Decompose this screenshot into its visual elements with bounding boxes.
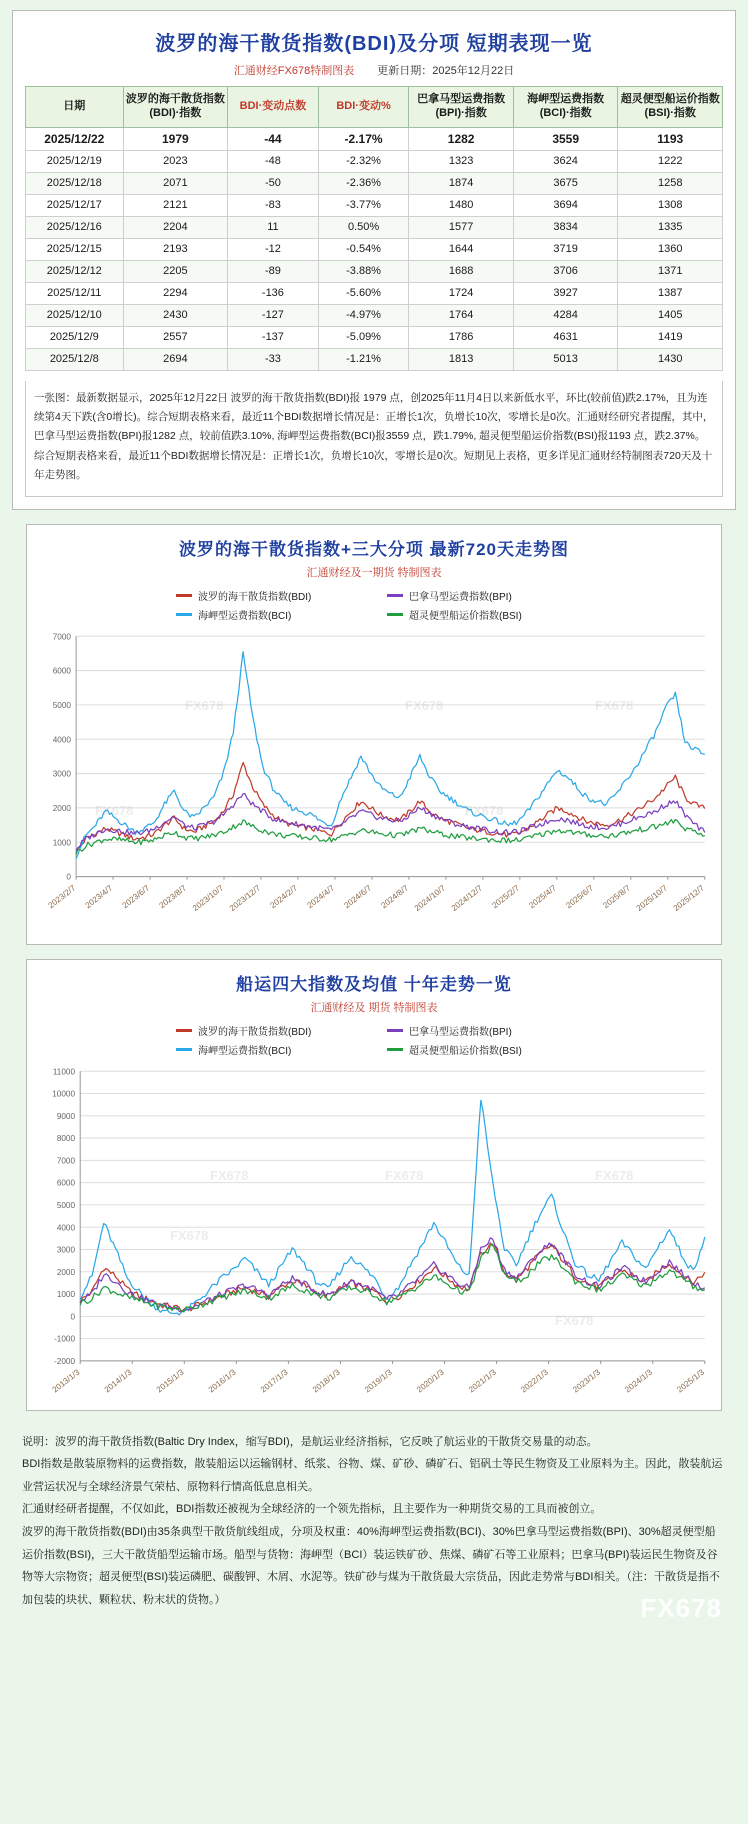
svg-text:2025/2/7: 2025/2/7	[490, 883, 522, 910]
legend-label-bdi: 波罗的海干散货指数(BDI)	[198, 1026, 312, 1038]
cell-bci: 3706	[513, 260, 618, 282]
cell-bdi-pct: -2.32%	[318, 150, 409, 172]
cell-bdi-chg: -89	[228, 260, 319, 282]
svg-text:2024/1/3: 2024/1/3	[623, 1367, 654, 1395]
svg-text:6000: 6000	[56, 1178, 76, 1188]
col-date: 日期	[26, 87, 124, 128]
svg-text:2020/1/3: 2020/1/3	[415, 1367, 446, 1395]
svg-text:2023/2/7: 2023/2/7	[46, 883, 78, 910]
svg-text:2016/1/3: 2016/1/3	[206, 1367, 238, 1395]
chart-panel-10y	[26, 959, 722, 1411]
chart2-title: 船运四大指数及均值 十年走势一览	[236, 974, 512, 994]
legend-item-bdi	[176, 1023, 361, 1038]
cell-bsi: 1405	[618, 304, 723, 326]
cell-date: 2025/12/12	[26, 260, 124, 282]
svg-text:0: 0	[66, 872, 71, 882]
cell-bdi-chg: -33	[228, 348, 319, 370]
cell-date: 2025/12/15	[26, 238, 124, 260]
cell-date: 2025/12/8	[26, 348, 124, 370]
cell-bdi: 2023	[123, 150, 228, 172]
table-row	[26, 238, 723, 260]
svg-text:2025/10/7: 2025/10/7	[634, 883, 670, 913]
svg-text:5000: 5000	[56, 1200, 76, 1210]
svg-text:2023/12/7: 2023/12/7	[227, 883, 263, 913]
svg-text:8000: 8000	[56, 1133, 76, 1143]
svg-text:2023/1/3: 2023/1/3	[571, 1367, 602, 1395]
svg-text:4000: 4000	[56, 1223, 76, 1233]
cell-bdi-chg: 11	[228, 216, 319, 238]
svg-text:2022/1/3: 2022/1/3	[519, 1367, 550, 1395]
footer-line-1: 说明：波罗的海干散货指数(Baltic Dry Index，缩写BDI)，是航运业经济指标，它反映了航运业的干散货交易量的动态。	[22, 1435, 598, 1448]
cell-bci: 4631	[513, 326, 618, 348]
cell-bci: 3559	[513, 127, 618, 150]
svg-text:2025/1/3: 2025/1/3	[675, 1367, 707, 1395]
cell-bdi-pct: -1.21%	[318, 348, 409, 370]
bdi-table-panel	[12, 10, 736, 510]
watermark-1: FX678	[185, 697, 224, 713]
col-bpi: 巴拿马型运费指数(BPI)·指数	[409, 87, 514, 128]
cell-bdi: 2430	[123, 304, 228, 326]
cell-bdi-pct: -2.36%	[318, 172, 409, 194]
cell-bsi: 1371	[618, 260, 723, 282]
col-bci: 海岬型运费指数(BCI)·指数	[513, 87, 618, 128]
table-row	[26, 194, 723, 216]
table-body	[26, 127, 723, 370]
chart-panel-720d	[26, 524, 722, 945]
cell-bci: 3694	[513, 194, 618, 216]
cell-bdi-pct: 0.50%	[318, 216, 409, 238]
legend-swatch-bpi	[387, 594, 403, 597]
table-row	[26, 216, 723, 238]
cell-bci: 3834	[513, 216, 618, 238]
cell-bpi: 1813	[409, 348, 514, 370]
watermark-2: FX678	[385, 1167, 424, 1183]
svg-text:4000: 4000	[52, 734, 71, 744]
summary-note: 一张图：最新数据显示，2025年12月22日 波罗的海干散货指数(BDI)报 1979 点，创2025年11月4日以来新低水平，环比(较前值)跌2.17%，且为连续第4天下跌(含0增长)。综合短期表格来看，最近11个BDI数据增长情况是：正增长1次，负增长10次，零增长是0次。汇通财经研究者提醒，其中，巴拿马型运费指数(BPI)报1282 点，较前值跌3.10%, 海岬型运费指数(BCI)报3559 点，跌1.79%, 超灵便型船运价指数(BSI)报1193 点，跌2.37%。综合短期表格来看，最近11个BDI数据增长情况是：正增长1次，负增长10次，零增长是0次。短期见上表格，更多详见汇通财经特制图表720天及十年走势图。	[25, 381, 723, 497]
svg-text:2015/1/3: 2015/1/3	[154, 1367, 186, 1395]
col-bdi-change-pct: BDI·变动%	[318, 87, 409, 128]
table-row	[26, 150, 723, 172]
cell-bdi-pct: -3.77%	[318, 194, 409, 216]
panel-subtitle	[25, 58, 723, 86]
cell-bsi: 1387	[618, 282, 723, 304]
cell-bsi: 1308	[618, 194, 723, 216]
cell-bdi: 2204	[123, 216, 228, 238]
cell-bdi-pct: -5.60%	[318, 282, 409, 304]
cell-bdi-pct: -3.88%	[318, 260, 409, 282]
cell-bdi-chg: -50	[228, 172, 319, 194]
svg-text:2013/1/3: 2013/1/3	[50, 1367, 82, 1395]
cell-bdi-pct: -0.54%	[318, 238, 409, 260]
cell-bpi: 1688	[409, 260, 514, 282]
cell-bsi: 1222	[618, 150, 723, 172]
svg-text:2017/1/3: 2017/1/3	[258, 1367, 290, 1395]
chart1-svg	[35, 628, 713, 936]
legend-swatch-bsi	[387, 613, 403, 616]
table-row	[26, 172, 723, 194]
legend-swatch-bci	[176, 613, 192, 616]
cell-bci: 3719	[513, 238, 618, 260]
svg-text:2023/4/7: 2023/4/7	[83, 883, 115, 910]
chart1-plot-area	[35, 628, 713, 936]
legend-label-bpi: 巴拿马型运费指数(BPI)	[409, 591, 512, 603]
svg-text:2025/4/7: 2025/4/7	[527, 883, 559, 910]
cell-bdi-chg: -137	[228, 326, 319, 348]
cell-bdi-chg: -48	[228, 150, 319, 172]
legend-label-bci: 海岬型运费指数(BCI)	[198, 1045, 292, 1057]
legend-item-bci	[176, 607, 361, 622]
watermark-5: FX678	[465, 802, 504, 818]
watermark-5: FX678	[555, 1312, 594, 1328]
col-bdi-change-points: BDI·变动点数	[228, 87, 319, 128]
table-row	[26, 260, 723, 282]
svg-text:1000: 1000	[56, 1289, 76, 1299]
cell-bdi-chg: -127	[228, 304, 319, 326]
cell-bdi: 2557	[123, 326, 228, 348]
cell-bci: 4284	[513, 304, 618, 326]
legend-label-bci: 海岬型运费指数(BCI)	[198, 610, 292, 622]
legend-label-bsi: 超灵便型船运价指数(BSI)	[409, 610, 522, 622]
cell-bdi-chg: -12	[228, 238, 319, 260]
svg-text:2023/6/7: 2023/6/7	[120, 883, 152, 910]
chart2-subtitle: 汇通财经及 期货 特制图表	[310, 1001, 438, 1014]
chart2-plot-area	[35, 1063, 713, 1402]
chart1-title: 波罗的海干散货指数+三大分项 最新720天走势图	[178, 539, 569, 559]
watermark-1: FX678	[210, 1167, 249, 1183]
svg-text:2024/4/7: 2024/4/7	[305, 883, 337, 910]
col-bdi: 波罗的海干散货指数(BDI)·指数	[123, 87, 228, 128]
svg-text:11000: 11000	[52, 1067, 76, 1077]
cell-date: 2025/12/17	[26, 194, 124, 216]
watermark-3: FX678	[595, 697, 634, 713]
svg-text:5000: 5000	[52, 700, 71, 710]
cell-bpi: 1724	[409, 282, 514, 304]
svg-text:0: 0	[70, 1312, 76, 1322]
table-row	[26, 348, 723, 370]
footer-line-3: 汇通财经研者提醒，不仅如此，BDI指数还被视为全球经济的一个领先指标，且主要作为一种期货交易的工具而被创立。	[22, 1503, 602, 1516]
cell-bdi: 2193	[123, 238, 228, 260]
legend-swatch-bdi	[176, 1029, 192, 1032]
cell-bdi-pct: -5.09%	[318, 326, 409, 348]
cell-bci: 3927	[513, 282, 618, 304]
cell-bpi: 1577	[409, 216, 514, 238]
bdi-table	[25, 86, 723, 371]
cell-date: 2025/12/16	[26, 216, 124, 238]
legend-swatch-bdi	[176, 594, 192, 597]
svg-text:2019/1/3: 2019/1/3	[363, 1367, 394, 1395]
chart2-svg	[35, 1063, 713, 1402]
cell-bci: 5013	[513, 348, 618, 370]
cell-bsi: 1360	[618, 238, 723, 260]
cell-date: 2025/12/9	[26, 326, 124, 348]
legend-swatch-bsi	[387, 1048, 403, 1051]
svg-text:2024/10/7: 2024/10/7	[412, 883, 448, 913]
svg-text:2023/8/7: 2023/8/7	[157, 883, 189, 910]
svg-text:3000: 3000	[52, 769, 71, 779]
footer-notes	[12, 1425, 736, 1637]
cell-bsi: 1193	[618, 127, 723, 150]
cell-bdi: 2205	[123, 260, 228, 282]
svg-text:3000: 3000	[56, 1245, 76, 1255]
update-date: 更新日期：2025年12月22日	[377, 65, 515, 77]
footer-line-4: 波罗的海干散货指数(BDI)由35条典型干散货航线组成，分项及权重：40%海岬型运费指数(BCI)、30%巴拿马型运费指数(BPI)、30%超灵便型船运价指数(BSI)，三大干散货船型运输市场。船型与货物：海岬型（BCI）装运铁矿砂、焦煤、磷矿石等工业原料；巴拿马(BPI)装运民生物资及谷物等大宗物资；超灵便型(BSI)装运磷肥、碳酸钾、木屑、水泥等。铁矿砂与煤为干散货最大宗货品，因此走势常与BDI相关。（注：干散货是指不加包装的块状、颗粒状、粉末状的货物。）	[22, 1525, 720, 1606]
cell-bpi: 1874	[409, 172, 514, 194]
page-title: 波罗的海干散货指数(BDI)及分项 短期表现一览	[155, 33, 593, 55]
legend-item-bsi	[387, 607, 572, 622]
cell-date: 2025/12/19	[26, 150, 124, 172]
cell-bpi: 1764	[409, 304, 514, 326]
watermark-4: FX678	[170, 1227, 209, 1243]
svg-text:2000: 2000	[52, 803, 71, 813]
watermark-3: FX678	[595, 1167, 634, 1183]
svg-text:2024/8/7: 2024/8/7	[379, 883, 411, 910]
cell-bpi: 1644	[409, 238, 514, 260]
cell-bdi: 1979	[123, 127, 228, 150]
svg-text:2025/12/7: 2025/12/7	[671, 883, 707, 913]
watermark-4: FX678	[95, 802, 134, 818]
legend-item-bsi	[387, 1042, 572, 1057]
cell-bdi-chg: -44	[228, 127, 319, 150]
chart2-legend	[159, 1023, 589, 1057]
svg-text:2000: 2000	[56, 1267, 76, 1277]
footer-watermark: FX678	[640, 1592, 722, 1623]
cell-date: 2025/12/11	[26, 282, 124, 304]
svg-text:-2000: -2000	[54, 1356, 76, 1366]
col-bsi: 超灵便型船运价指数(BSI)·指数	[618, 87, 723, 128]
table-row	[26, 326, 723, 348]
svg-text:-1000: -1000	[54, 1334, 76, 1344]
legend-item-bci	[176, 1042, 361, 1057]
cell-bdi: 2694	[123, 348, 228, 370]
legend-item-bpi	[387, 1023, 572, 1038]
cell-bsi: 1430	[618, 348, 723, 370]
legend-label-bpi: 巴拿马型运费指数(BPI)	[409, 1026, 512, 1038]
legend-item-bdi	[176, 588, 361, 603]
table-row	[26, 282, 723, 304]
footer-line-2: BDI指数是散装原物料的运费指数，散装船运以运输钢材、纸浆、谷物、煤、矿砂、磷矿石、铝矾土等民生物资及工业原料为主。因此，散装航运业营运状况与全球经济景气荣枯、原物料行情高低息息相关。	[22, 1458, 723, 1493]
cell-bpi: 1480	[409, 194, 514, 216]
source-label: 汇通财经FX678特制图表	[233, 65, 355, 77]
cell-bdi: 2294	[123, 282, 228, 304]
svg-text:1000: 1000	[52, 837, 71, 847]
svg-text:2014/1/3: 2014/1/3	[102, 1367, 134, 1395]
legend-swatch-bci	[176, 1048, 192, 1051]
legend-item-bpi	[387, 588, 572, 603]
cell-bdi-chg: -136	[228, 282, 319, 304]
cell-date: 2025/12/18	[26, 172, 124, 194]
chart1-subtitle: 汇通财经及一期货 特制图表	[306, 566, 442, 579]
svg-text:10000: 10000	[52, 1089, 76, 1099]
svg-text:7000: 7000	[52, 631, 71, 641]
table-row	[26, 304, 723, 326]
svg-text:2025/8/7: 2025/8/7	[601, 883, 633, 910]
svg-text:2018/1/3: 2018/1/3	[310, 1367, 342, 1395]
cell-bsi: 1258	[618, 172, 723, 194]
svg-text:2024/6/7: 2024/6/7	[342, 883, 374, 910]
legend-label-bsi: 超灵便型船运价指数(BSI)	[409, 1045, 522, 1057]
svg-text:9000: 9000	[56, 1111, 76, 1121]
svg-text:2025/6/7: 2025/6/7	[564, 883, 596, 910]
cell-bci: 3675	[513, 172, 618, 194]
svg-text:7000: 7000	[56, 1156, 76, 1166]
legend-label-bdi: 波罗的海干散货指数(BDI)	[198, 591, 312, 603]
cell-bsi: 1335	[618, 216, 723, 238]
cell-bpi: 1786	[409, 326, 514, 348]
cell-bpi: 1282	[409, 127, 514, 150]
table-header-row	[26, 87, 723, 128]
cell-bci: 3624	[513, 150, 618, 172]
chart1-legend	[159, 588, 589, 622]
cell-bpi: 1323	[409, 150, 514, 172]
cell-date: 2025/12/22	[26, 127, 124, 150]
cell-bsi: 1419	[618, 326, 723, 348]
cell-bdi-pct: -4.97%	[318, 304, 409, 326]
svg-text:2024/12/7: 2024/12/7	[449, 883, 485, 913]
svg-text:2021/1/3: 2021/1/3	[467, 1367, 498, 1395]
cell-bdi-pct: -2.17%	[318, 127, 409, 150]
cell-date: 2025/12/10	[26, 304, 124, 326]
svg-text:6000: 6000	[52, 666, 71, 676]
legend-swatch-bpi	[387, 1029, 403, 1032]
cell-bdi-chg: -83	[228, 194, 319, 216]
cell-bdi: 2121	[123, 194, 228, 216]
watermark-2: FX678	[405, 697, 444, 713]
cell-bdi: 2071	[123, 172, 228, 194]
svg-text:2023/10/7: 2023/10/7	[190, 883, 226, 913]
svg-text:2024/2/7: 2024/2/7	[268, 883, 300, 910]
table-row	[26, 127, 723, 150]
